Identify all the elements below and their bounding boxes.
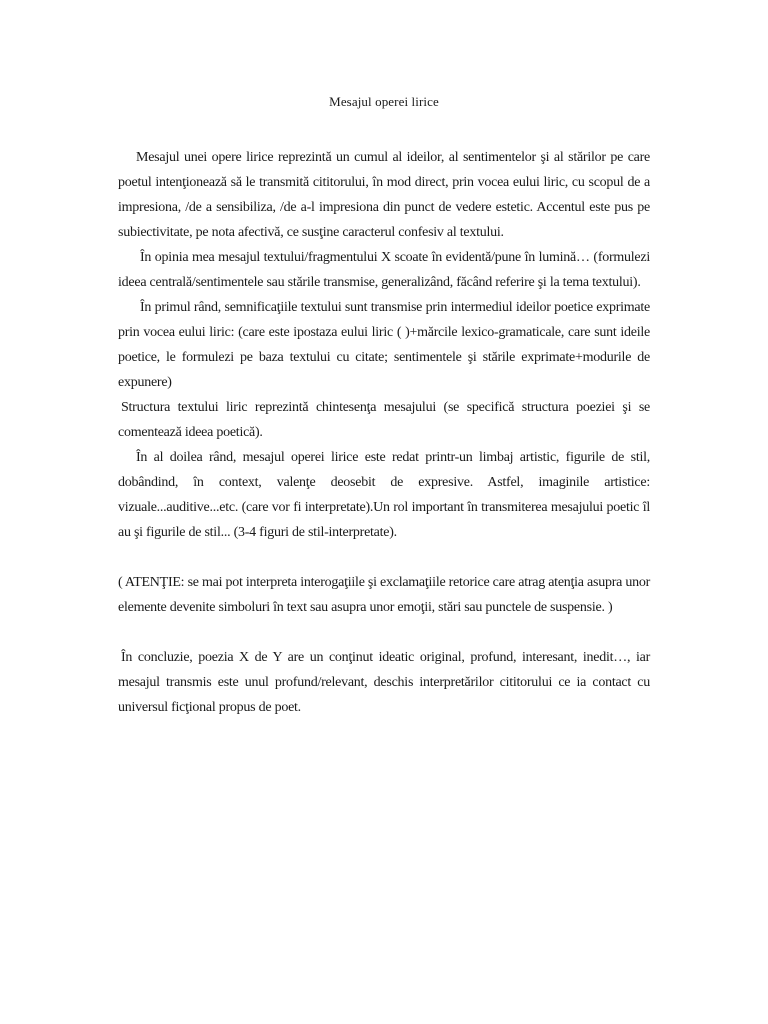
paragraph-conclusion: În concluzie, poezia X de Y are un conţinut ideatic original, profund, interesant, inedit…, iar mesajul transmis este unul profund/relevant, deschis interpretărilor cititorului ce ia contact cu universul ficţional propus de poet.: [118, 650, 650, 715]
paragraph-attention-note: ( ATENŢIE: se mai pot interpreta interogaţiile şi exclamaţiile retorice care atrag atenţia asupra unor elemente devenite simboluri în text sau asupra unor emoţii, stări sau punctele de suspensie. ): [118, 575, 650, 615]
paragraph-structure: Structura textului liric reprezintă chintesenţa mesajului (se specifică structura poeziei şi se comentează ideea poetică).: [118, 400, 650, 440]
paragraph-definition: Mesajul unei opere lirice reprezintă un cumul al ideilor, al sentimentelor şi al stărilor pe care poetul intenţionează să le transmită cititorului, în mod direct, prin vocea eului liric, cu scopul de a impresiona, /de a sensibiliza, /de a-l impresiona din punct de vedere estetic. Accentul este pus pe subiectivitate, pe nota afectivă, ce susţine caracterul confesiv al textului.: [118, 150, 650, 240]
paragraph-second-point: În al doilea rând, mesajul operei lirice este redat printr-un limbaj artistic, figurile de stil, dobândind, în context, valenţe deosebit de expresive. Astfel, imaginile artistice: vizuale...auditive...etc. (care vor fi interpretate).Un rol important în transmiterea mesajului poetic îl au şi figurile de stil... (3-4 figuri de stil-interpretate).: [118, 450, 650, 540]
paragraph-first-point: În primul rând, semnificaţiile textului sunt transmise prin intermediul ideilor poetice exprimate prin vocea eului liric: (care este ipostaza eului liric ( )+mărcile lexico-gramaticale, care sunt ideile poetice, le formulezi pe baza textului cu citate; sentimentele şi stările exprimate+modurile de expunere): [118, 300, 650, 390]
paragraph-opinion: În opinia mea mesajul textului/fragmentului X scoate în evidentă/pune în lumină… (formulezi ideea centrală/sentimentele sau stările transmise, generalizând, făcând referire şi la tema textului).: [118, 250, 650, 290]
document-title: Mesajul operei lirice: [329, 94, 439, 109]
document-body: [118, 145, 650, 720]
